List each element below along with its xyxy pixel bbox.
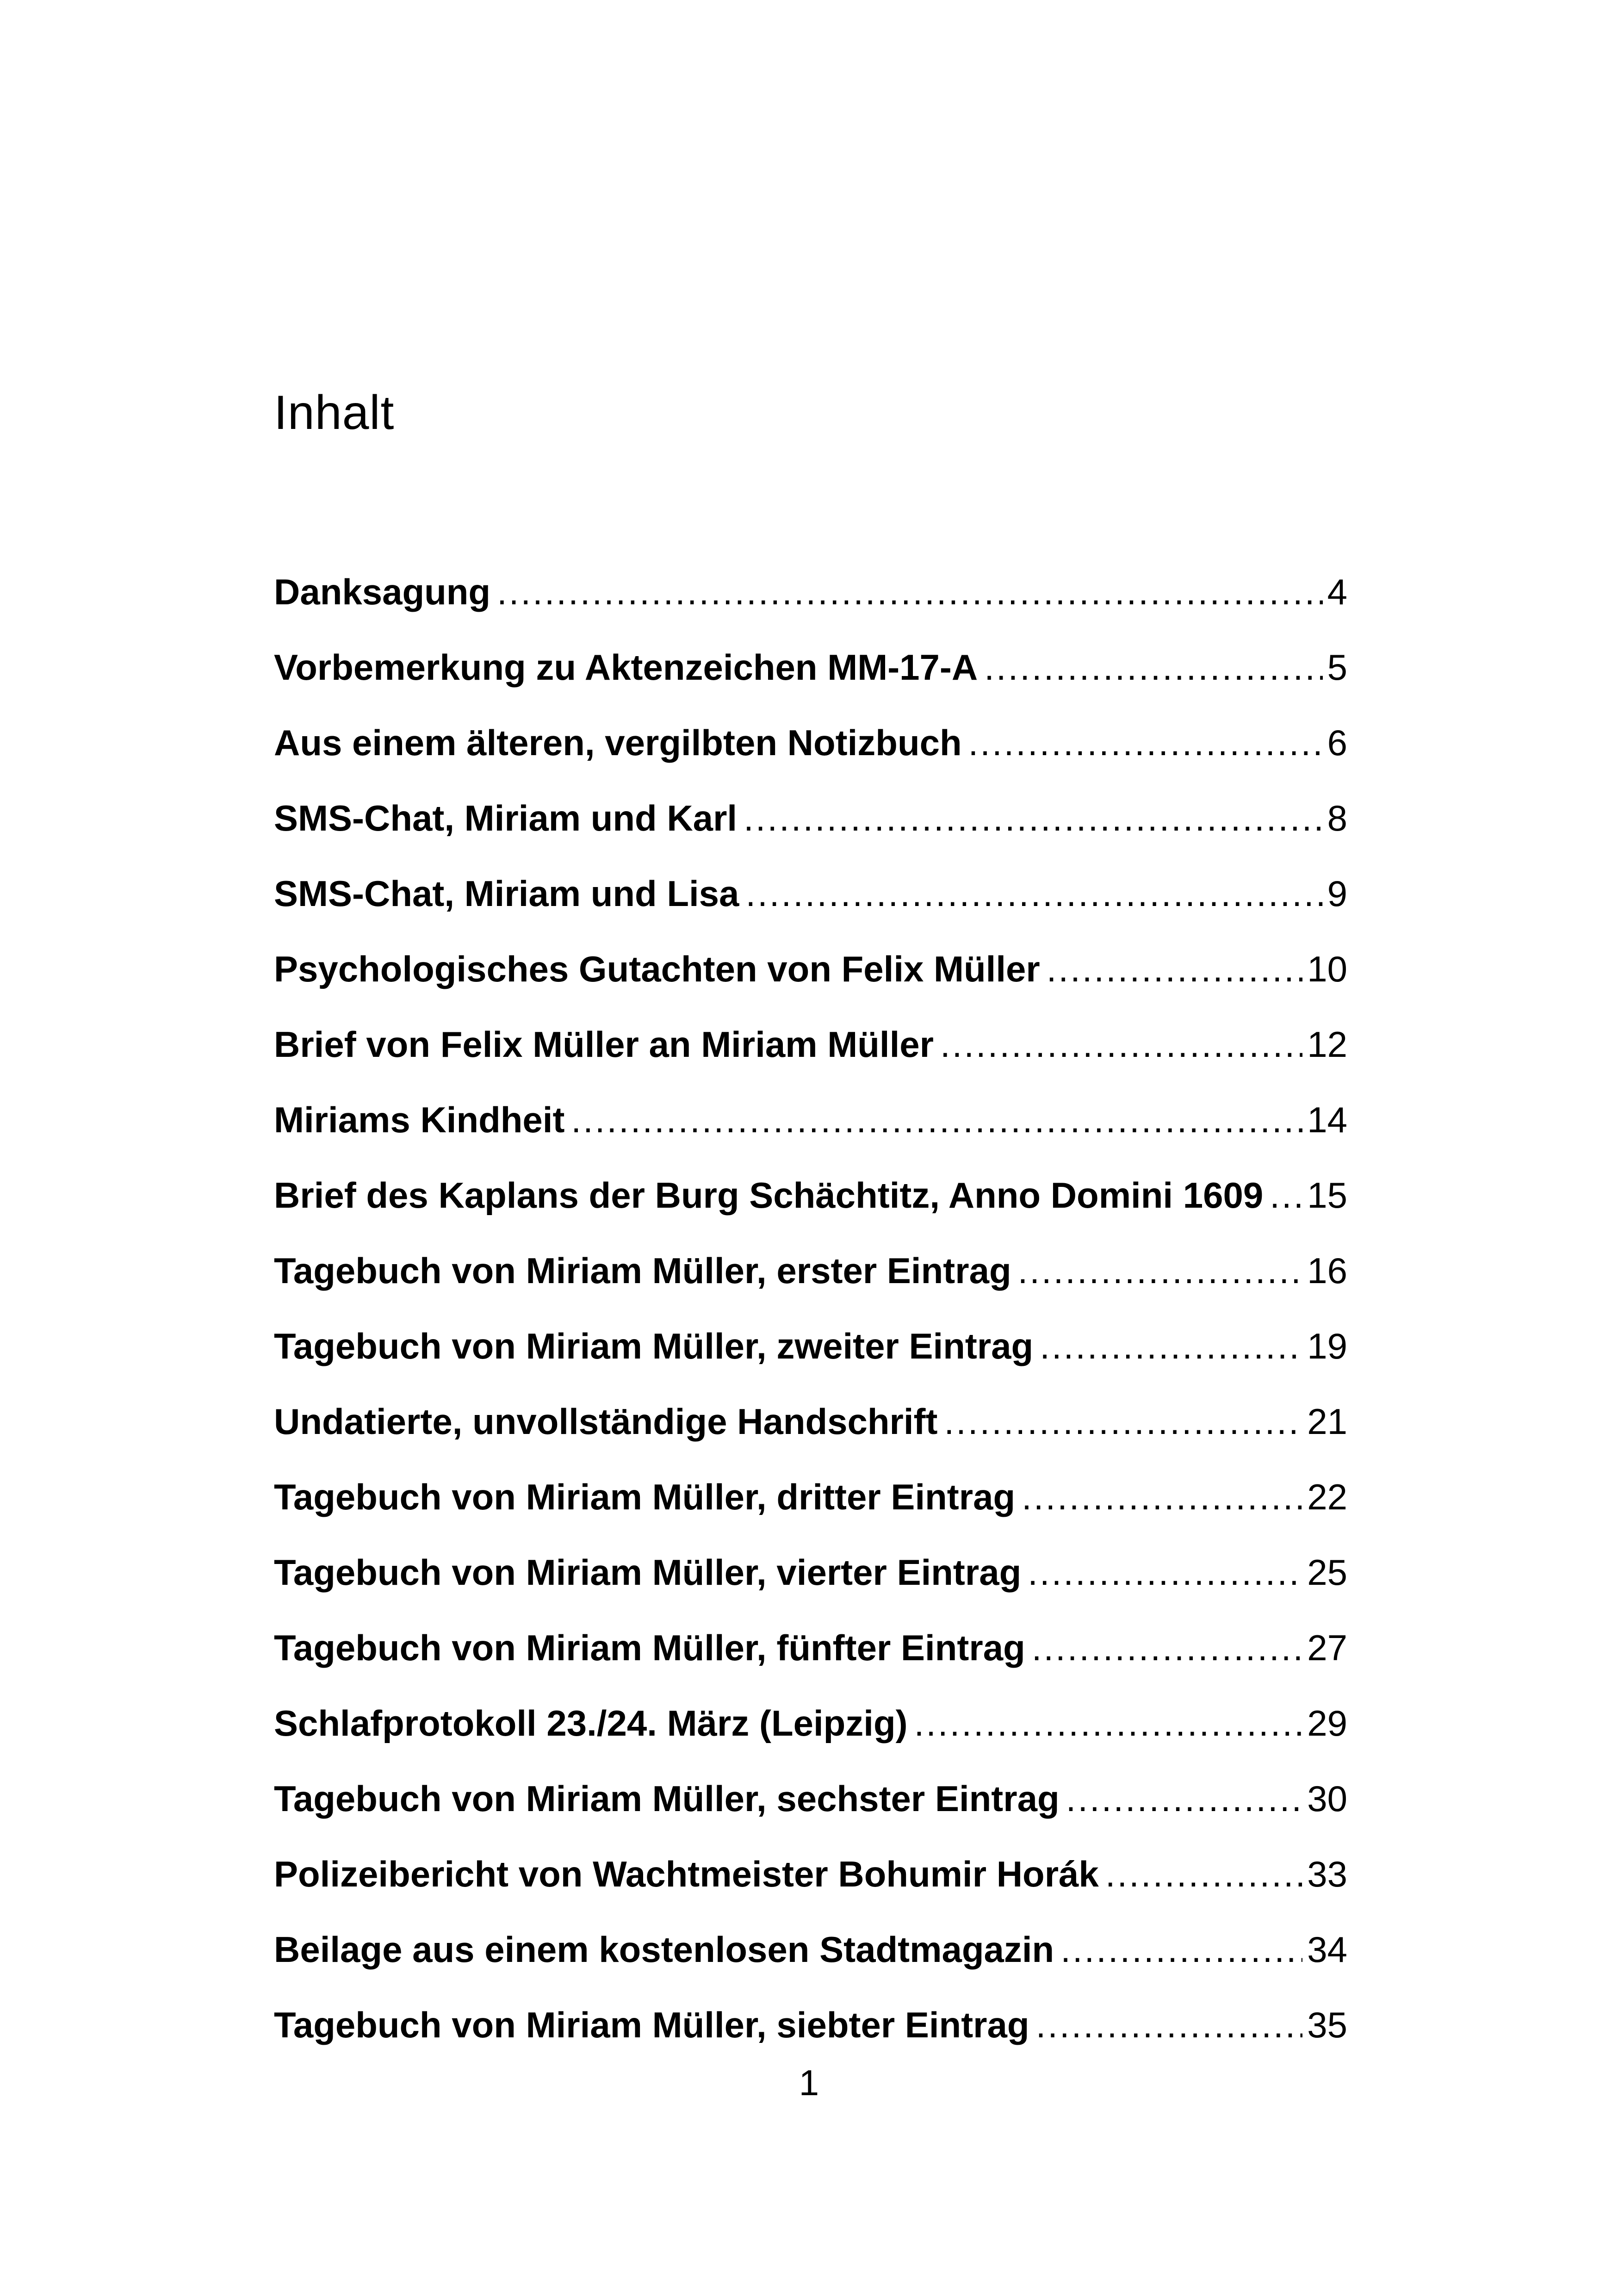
toc-entry[interactable] — [274, 951, 1347, 1026]
toc-entry[interactable] — [274, 1705, 1347, 1781]
page-number: 1 — [799, 2062, 819, 2103]
toc-entry-page: 5 — [1327, 647, 1347, 688]
toc-entry[interactable] — [274, 1479, 1347, 1554]
toc-entry-title: Tagebuch von Miriam Müller, zweiter Eintrag — [274, 1326, 1034, 1366]
toc-entry-page: 14 — [1307, 1099, 1347, 1140]
toc-entry[interactable] — [274, 1328, 1347, 1403]
toc-entry[interactable] — [274, 875, 1347, 951]
toc-dot-leader — [497, 574, 1323, 610]
toc-entry[interactable] — [274, 571, 1347, 649]
toc-entry[interactable] — [274, 722, 1347, 800]
toc-entry-title: Danksagung — [274, 571, 491, 612]
toc-entry[interactable] — [274, 1856, 1347, 1931]
toc-entry-title: Undatierte, unvollständige Handschrift — [274, 1401, 938, 1442]
toc-dot-leader — [1040, 1328, 1302, 1364]
toc-entry-page: 16 — [1307, 1250, 1347, 1291]
table-of-contents — [274, 571, 1347, 2082]
toc-dot-leader — [744, 800, 1323, 836]
toc-entry-title: Miriams Kindheit — [274, 1099, 565, 1140]
toc-entry-title: Tagebuch von Miriam Müller, siebter Eintrag — [274, 2004, 1029, 2045]
toc-entry-page: 8 — [1327, 798, 1347, 838]
toc-entry-page: 25 — [1307, 1552, 1347, 1593]
toc-dot-leader — [1036, 2007, 1303, 2043]
toc-dot-leader — [1066, 1781, 1303, 1817]
toc-entry-page: 9 — [1327, 873, 1347, 914]
toc-dot-leader — [940, 1026, 1302, 1062]
toc-entry[interactable] — [274, 1627, 1347, 1705]
toc-entry[interactable] — [274, 800, 1347, 875]
toc-entry[interactable] — [274, 649, 1347, 725]
toc-entry-page: 15 — [1307, 1175, 1347, 1216]
toc-entry-title: Beilage aus einem kostenlosen Stadtmagazin — [274, 1929, 1054, 1970]
toc-dot-leader — [1022, 1479, 1302, 1515]
toc-entry-title: Psychologisches Gutachten von Felix Müller — [274, 949, 1040, 989]
toc-entry-page: 27 — [1307, 1627, 1347, 1668]
toc-entry[interactable] — [274, 1099, 1347, 1177]
toc-entry-title: Aus einem älteren, vergilbten Notizbuch — [274, 722, 962, 763]
toc-dot-leader — [984, 649, 1322, 685]
toc-entry-title: Tagebuch von Miriam Müller, dritter Eintrag — [274, 1477, 1016, 1517]
toc-entry-title: Tagebuch von Miriam Müller, erster Eintrag — [274, 1250, 1011, 1291]
toc-entry[interactable] — [274, 1177, 1347, 1253]
toc-entry-title: Tagebuch von Miriam Müller, vierter Eintrag — [274, 1552, 1022, 1593]
toc-entry-page: 6 — [1327, 722, 1347, 763]
toc-entry[interactable] — [274, 1403, 1347, 1479]
toc-dot-leader — [571, 1102, 1302, 1138]
toc-entry-title: SMS-Chat, Miriam und Lisa — [274, 873, 739, 914]
toc-entry-page: 30 — [1307, 1778, 1347, 1819]
toc-dot-leader — [1047, 951, 1302, 987]
toc-dot-leader — [1018, 1253, 1303, 1289]
toc-entry-title: Polizeibericht von Wachtmeister Bohumir Horák — [274, 1854, 1099, 1894]
toc-entry-page: 12 — [1307, 1024, 1347, 1065]
toc-entry[interactable] — [274, 1554, 1347, 1630]
toc-entry[interactable] — [274, 1931, 1347, 2007]
toc-entry-page: 22 — [1307, 1477, 1347, 1517]
toc-entry-title: Brief von Felix Müller an Miriam Müller — [274, 1024, 934, 1065]
toc-dot-leader — [1105, 1856, 1302, 1892]
toc-entry-title: Tagebuch von Miriam Müller, sechster Eintrag — [274, 1778, 1060, 1819]
toc-entry[interactable] — [274, 1778, 1347, 1856]
toc-dot-leader — [1060, 1931, 1302, 1967]
toc-entry-page: 4 — [1327, 571, 1347, 612]
toc-entry-page: 33 — [1307, 1854, 1347, 1894]
toc-entry-page: 34 — [1307, 1929, 1347, 1970]
toc-entry-title: Schlafprotokoll 23./24. März (Leipzig) — [274, 1703, 908, 1744]
toc-entry[interactable] — [274, 1250, 1347, 1328]
toc-dot-leader — [944, 1403, 1303, 1440]
toc-entry-page: 21 — [1307, 1401, 1347, 1442]
toc-entry-title: Vorbemerkung zu Aktenzeichen MM-17-A — [274, 647, 978, 688]
toc-entry-page: 10 — [1307, 949, 1347, 989]
toc-entry[interactable] — [274, 1026, 1347, 1102]
page-title: Inhalt — [274, 386, 395, 440]
toc-dot-leader — [914, 1705, 1303, 1741]
toc-dot-leader — [1032, 1630, 1303, 1666]
toc-dot-leader — [1270, 1177, 1302, 1213]
toc-entry-title: Brief des Kaplans der Burg Schächtitz, Anno Domini 1609 — [274, 1175, 1264, 1216]
toc-entry-page: 19 — [1307, 1326, 1347, 1366]
toc-entry-page: 29 — [1307, 1703, 1347, 1744]
toc-dot-leader — [745, 875, 1322, 912]
toc-entry-title: Tagebuch von Miriam Müller, fünfter Eintrag — [274, 1627, 1025, 1668]
toc-dot-leader — [968, 725, 1323, 761]
toc-entry-page: 35 — [1307, 2004, 1347, 2045]
toc-dot-leader — [1028, 1554, 1302, 1590]
toc-entry-title: SMS-Chat, Miriam und Karl — [274, 798, 738, 838]
